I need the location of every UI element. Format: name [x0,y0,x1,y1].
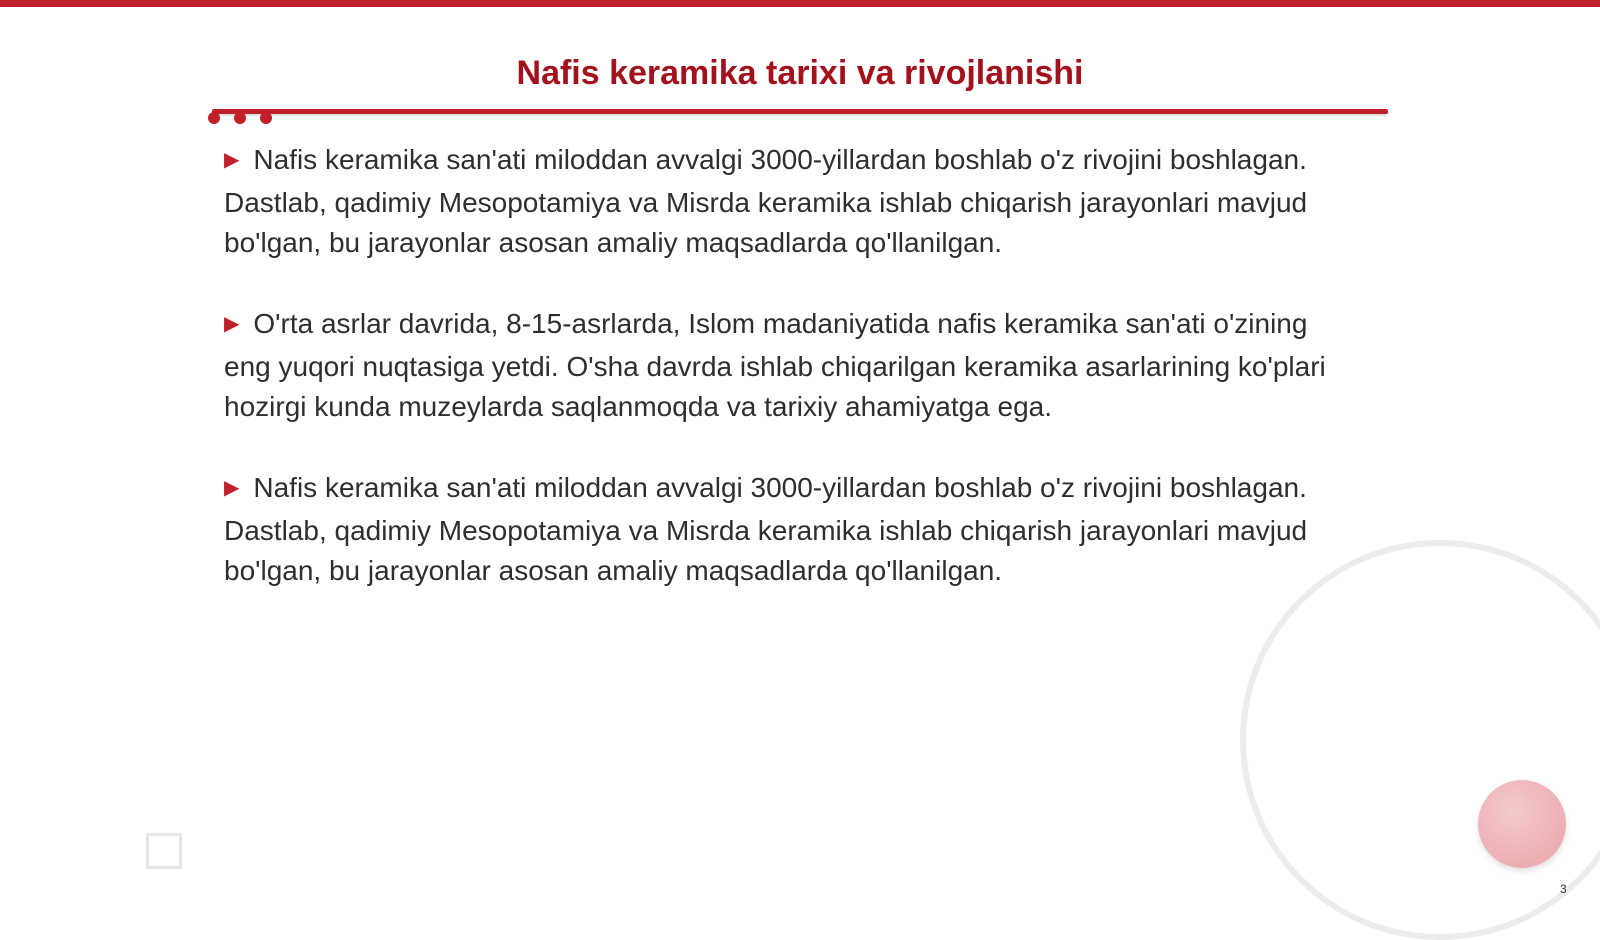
slide-title: Nafis keramika tarixi va rivojlanishi [516,54,1084,92]
underline-dot [260,112,272,124]
page-number: 3 [1560,882,1567,896]
bullet-item [224,140,1344,263]
bullet-text: Nafis keramika san'ati miloddan avvalgi 3000-yillardan boshlab o'z rivojini boshlagan. Dastlab, qadimiy Mesopotamiya va Misrda keramika ishlab chiqarish jarayonlari mavjud bo'lgan, bu jarayonlar asosan amaliy maqsadlarda qo'llanilgan. [224,472,1308,586]
decorative-pink-circle [1478,780,1566,868]
bullet-item [224,304,1344,427]
bullet-item [224,468,1344,591]
bullet-text: Nafis keramika san'ati miloddan avvalgi 3000-yillardan boshlab o'z rivojini boshlagan. Dastlab, qadimiy Mesopotamiya va Misrda keramika ishlab chiqarish jarayonlari mavjud bo'lgan, bu jarayonlar asosan amaliy maqsadlarda qo'llanilgan. [224,144,1308,258]
underline-dot [208,112,220,124]
decorative-square [146,833,182,869]
bullet-text: O'rta asrlar davrida, 8-15-asrlarda, Islom madaniyatida nafis keramika san'ati o'zining eng yuqori nuqtasiga yetdi. O'sha davrda ishlab chiqarilgan keramika asarlarining ko'plari hozirgi kunda muzeylarda saqlanmoqda va tarixiy ahamiyatga ega. [224,308,1326,422]
top-accent-bar [0,0,1600,7]
triangle-bullet-icon: ▶ [224,313,240,335]
bullet-list [224,140,1344,632]
underline-dot [234,112,246,124]
title-underline [212,109,1388,114]
triangle-bullet-icon: ▶ [224,149,240,171]
triangle-bullet-icon: ▶ [224,477,240,499]
